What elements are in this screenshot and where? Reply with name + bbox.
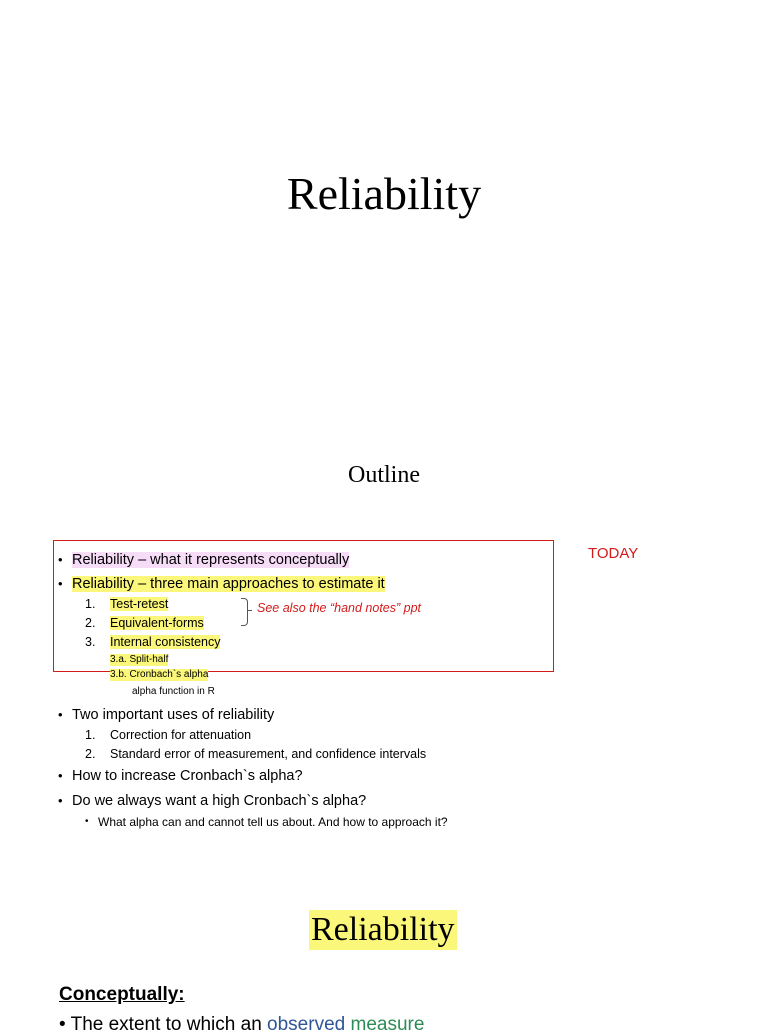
alpha-sub-bullet: • What alpha can and cannot tell us about. And how to approach it? bbox=[85, 815, 448, 829]
outline-title: Outline bbox=[348, 462, 420, 488]
use-item: 2. Standard error of measurement, and confidence intervals bbox=[85, 747, 427, 761]
bullet-text: Do we always want a high Cronbach`s alpha? bbox=[72, 793, 367, 809]
slide3-title: Reliability bbox=[311, 911, 455, 948]
sub-item-split-half: 3.a. Split-half bbox=[110, 654, 169, 665]
approach-item: 3. Internal consistency bbox=[85, 635, 221, 649]
bullet-text: How to increase Cronbach`s alpha? bbox=[72, 768, 303, 784]
bullet-text: Two important uses of reliability bbox=[72, 707, 275, 723]
see-also-note: See also the “hand notes” ppt bbox=[257, 601, 422, 615]
brace bbox=[241, 598, 248, 626]
bullet-high-alpha: • Do we always want a high Cronbach`s alpha? bbox=[58, 793, 367, 809]
conceptually-heading: Conceptually: bbox=[59, 984, 185, 1005]
today-label: TODAY bbox=[588, 545, 639, 562]
use-item: 1. Correction for attenuation bbox=[85, 728, 252, 742]
sub-item-cronbach: 3.b. Cronbach`s alpha bbox=[110, 669, 209, 680]
sub-item-alpha-function: alpha function in R bbox=[132, 686, 215, 697]
approach-item: 2. Equivalent-forms bbox=[85, 616, 204, 630]
cutoff-line: • The extent to which an observed measure bbox=[59, 1014, 425, 1035]
slide1-title: Reliability bbox=[286, 168, 482, 219]
bullet-uses: • Two important uses of reliability bbox=[58, 707, 275, 723]
approach-item: 1. Test-retest bbox=[85, 597, 169, 611]
bullet-text: Reliability – what it represents conceptually bbox=[72, 552, 350, 568]
bullet-reliability-approaches: • Reliability – three main approaches to estimate it bbox=[58, 576, 385, 592]
bullet-increase-alpha: • How to increase Cronbach`s alpha? bbox=[58, 768, 303, 784]
brace-tip bbox=[247, 610, 252, 611]
bullet-text: Reliability – three main approaches to estimate it bbox=[72, 576, 385, 592]
bullet-reliability-conceptual: • Reliability – what it represents conceptually bbox=[58, 552, 350, 568]
